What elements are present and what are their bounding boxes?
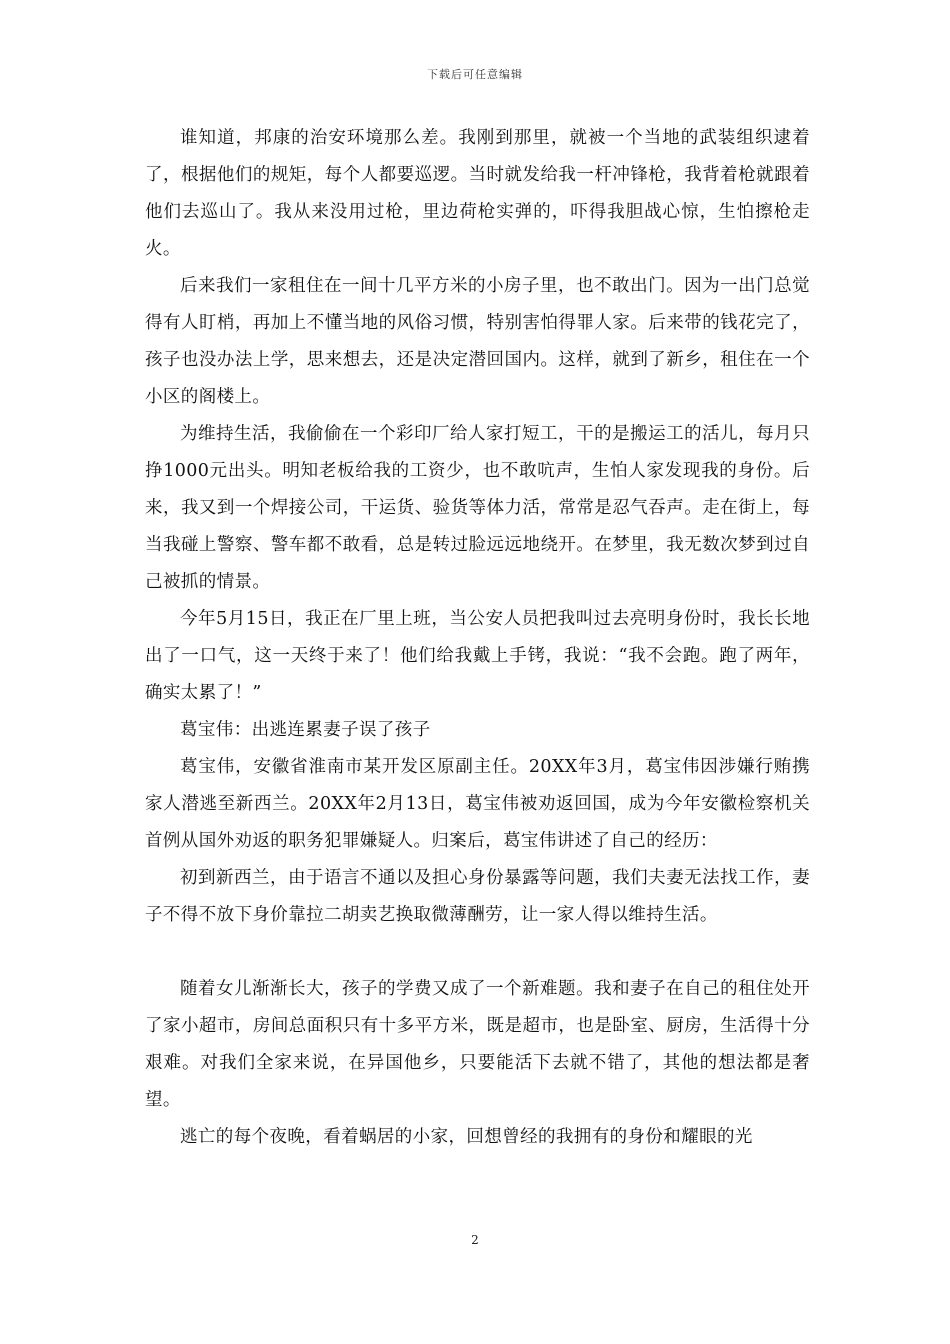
paragraph: 逃亡的每个夜晚，看着蜗居的小家，回想曾经的我拥有的身份和耀眼的光: [180, 1127, 753, 1147]
paragraph: 今年5月15日，我正在厂里上班，当公安人员把我叫过去亮明身份时，我长长地出了一口气，这一天终于来了！他们给我戴上手铐，我说：“我不会跑。跑了两年，确实太累了！”: [145, 609, 810, 703]
paragraph: 随着女儿渐渐长大，孩子的学费又成了一个新难题。我和妻子在自己的租住处开了家小超市，房间总面积只有十多平方米，既是超市，也是卧室、厨房，生活得十分艰难。对我们全家来说，在异国他乡，只要能活下去就不错了，其他的想法都是奢望。: [145, 979, 810, 1110]
paragraph: 初到新西兰，由于语言不通以及担心身份暴露等问题，我们夫妻无法找工作，妻子不得不放下身价靠拉二胡卖艺换取微薄酬劳，让一家人得以维持生活。: [145, 868, 810, 925]
paragraph: 葛宝伟，安徽省淮南市某开发区原副主任。20XX年3月，葛宝伟因涉嫌行贿携家人潜逃至新西兰。20XX年2月13日，葛宝伟被劝返回国，成为今年安徽检察机关首例从国外劝返的职务犯罪嫌疑人。归案后，葛宝伟讲述了自己的经历：: [145, 757, 810, 851]
paragraph: 谁知道，邦康的治安环境那么差。我刚到那里，就被一个当地的武装组织逮着了，根据他们的规矩，每个人都要巡逻。当时就发给我一杆冲锋枪，我背着枪就跟着他们去巡山了。我从来没用过枪，里边荷枪实弹的，吓得我胆战心惊，生怕擦枪走火。: [145, 128, 810, 259]
paragraph: 为维持生活，我偷偷在一个彩印厂给人家打短工，干的是搬运工的活儿，每月只挣1000元出头。明知老板给我的工资少，也不敢吭声，生怕人家发现我的身份。后来，我又到一个焊接公司，干运货、验货等体力活，常常是忍气吞声。走在街上，每当我碰上警察、警车都不敢看，总是转过脸远远地绕开。在梦里，我无数次梦到过自己被抓的情景。: [145, 424, 810, 592]
page-number: 2: [471, 1233, 479, 1247]
document-body: [145, 120, 810, 1156]
section-heading: 葛宝伟：出逃连累妻子误了孩子: [180, 720, 431, 740]
page-header: 下载后可任意编辑: [427, 68, 523, 81]
blank-line: [145, 934, 810, 971]
paragraph: 后来我们一家租住在一间十几平方米的小房子里，也不敢出门。因为一出门总觉得有人盯梢，再加上不懂当地的风俗习惯，特别害怕得罪人家。后来带的钱花完了，孩子也没办法上学，思来想去，还是决定潜回国内。这样，就到了新乡，租住在一个小区的阁楼上。: [145, 276, 810, 407]
